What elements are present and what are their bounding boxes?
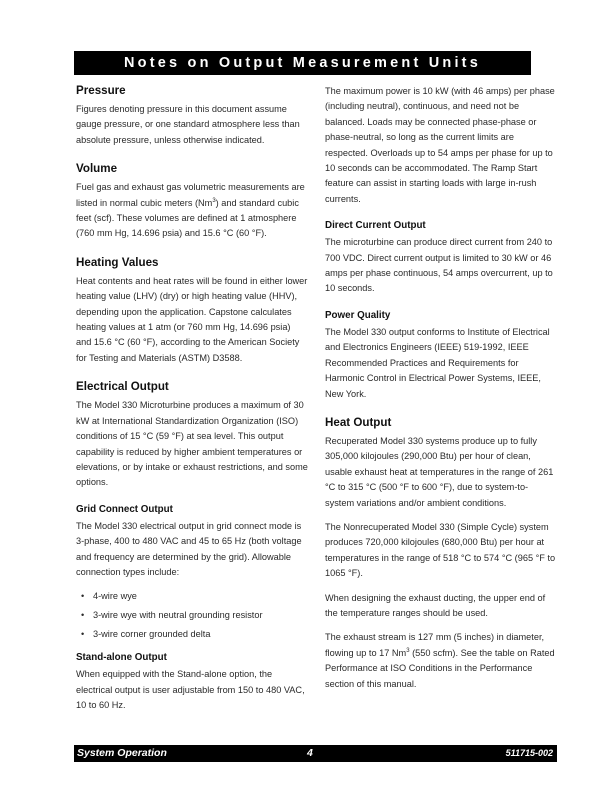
standalone-heading: Stand-alone Output — [76, 652, 167, 664]
heat-output-section — [325, 416, 557, 692]
volume-section — [76, 162, 308, 242]
power-quality-text: The Model 330 output conforms to Institute of Electrical and Electronics Engineers (IEEE) 519-1992, IEEE Recommended Practices and Requirements for Harmonic Control in Electrical Power Systems, IEEE, New York. — [325, 326, 550, 399]
list-item-text: 4-wire wye — [93, 591, 137, 602]
connection-types-list — [76, 589, 308, 642]
footer-section-title: System Operation — [77, 747, 167, 759]
list-item-text: 3-wire wye with neutral grounding resistor — [93, 609, 263, 620]
volume-superscript: 3 — [212, 197, 216, 204]
left-column — [76, 84, 308, 722]
exhaust-text-part1: The exhaust stream is 127 mm (5 inches) in diameter, flowing up to 17 Nm — [325, 632, 545, 658]
page-footer — [74, 745, 557, 762]
heat-output-text-3: When designing the exhaust ducting, the upper end of the temperature ranges should be used. — [325, 592, 546, 618]
exhaust-text-part2: (550 scfm). See the table on Rated Performance at ISO Conditions in the Performance section of this manual. — [325, 647, 555, 689]
bullet-icon: • — [81, 628, 85, 639]
heating-values-text: Heat contents and heat rates will be found in either lower heating value (LHV) (dry) or high heating value (HHV), depending upon the application. Capstone calculates heating values at 1 atm (or 760 mm Hg, 14.696 psia) and 15.6 °C (60 °F), according to the American Society for Testing and Materials (ASTM) D3588. — [76, 275, 308, 363]
bullet-icon: • — [81, 591, 85, 602]
exhaust-superscript: 3 — [406, 647, 410, 654]
heating-values-section — [76, 256, 308, 366]
power-quality-heading: Power Quality — [325, 309, 391, 321]
standalone-text: When equipped with the Stand-alone option, the electrical output is user adjustable from 150 to 480 VAC, 10 to 60 Hz. — [76, 669, 305, 710]
list-item-text: 3-wire corner grounded delta — [93, 628, 211, 639]
standalone-continuation-text: The maximum power is 10 kW (with 46 amps) per phase (including neutral), continuous, and need not be balanced. Loads may be connected phase-phase or phase-neutral, so long as the current limits are respected. Overloads up to 54 amps per phase for up to 10 seconds can be accommodated. The Ramp Start feature can assist in starting loads with large in-rush currents. — [325, 86, 555, 204]
heat-output-heading: Heat Output — [325, 415, 392, 429]
direct-current-heading: Direct Current Output — [325, 220, 426, 232]
electrical-output-heading: Electrical Output — [76, 380, 169, 394]
heating-values-heading: Heating Values — [76, 255, 159, 269]
volume-text — [76, 180, 308, 242]
volume-heading: Volume — [76, 162, 118, 176]
volume-text-part2: ) and standard cubic feet (scf). These volumes are defined at 1 atmosphere (760 mm Hg, 14.696 psia) and 15.6 °C (60 °F). — [76, 197, 299, 239]
pressure-section — [76, 84, 308, 148]
volume-text-part1: Fuel gas and exhaust gas volumetric measurements are listed in normal cubic meters (Nm — [76, 182, 305, 208]
grid-connect-section — [76, 503, 308, 642]
direct-current-text: The microturbine can produce direct current from 240 to 700 VDC. Direct current output is limited to 30 kW or 46 amps per phase continuous, 54 amps overcurrent, up to 10 seconds. — [325, 237, 553, 294]
electrical-output-text: The Model 330 Microturbine produces a maximum of 30 kW at International Standardization Organization (ISO) conditions of 15 °C (59 °F) at sea level. This output capability is reduced by higher ambient temperatures or elevations, or by intake or exhaust restrictions, and some options. — [76, 400, 308, 488]
grid-connect-heading: Grid Connect Output — [76, 503, 173, 515]
standalone-section — [76, 651, 308, 713]
heat-output-text-2: The Nonrecuperated Model 330 (Simple Cycle) system produces 720,000 kilojoules (680,000 Btu) per hour at temperatures in the range of 518 °C to 574 °C (965 °F to 1065 °F). — [325, 521, 556, 579]
bullet-icon: • — [81, 609, 85, 620]
right-column — [325, 84, 557, 701]
footer-doc-number: 511715-002 — [505, 748, 553, 758]
pressure-heading: Pressure — [76, 84, 126, 97]
grid-connect-text: The Model 330 electrical output in grid connect mode is 3-phase, 400 to 480 VAC and 45 to 65 Hz (both voltage and frequency are determined by the grid). Allowable connection types include: — [76, 520, 302, 577]
pressure-text: Figures denoting pressure in this document assume gauge pressure, or one standard atmosphere less than absolute pressure, unless otherwise indicated. — [76, 104, 300, 145]
list-item — [76, 608, 308, 624]
heat-output-text-1: Recuperated Model 330 systems produce up to fully 305,000 kilojoules (290,000 Btu) per hour of clean, usable exhaust heat at temperatures in the range of 261 °C to 315 °C (500 °F to 600 °F), due to system-to-system variations and/or ambient conditions. — [325, 435, 554, 508]
electrical-output-section — [76, 380, 308, 490]
page-title: Notes on Output Measurement Units — [74, 51, 531, 75]
direct-current-section — [325, 219, 557, 297]
list-item — [76, 627, 308, 643]
footer-page-number: 4 — [307, 747, 313, 759]
heat-output-text-4 — [325, 630, 557, 692]
list-item — [76, 589, 308, 605]
power-quality-section — [325, 309, 557, 402]
